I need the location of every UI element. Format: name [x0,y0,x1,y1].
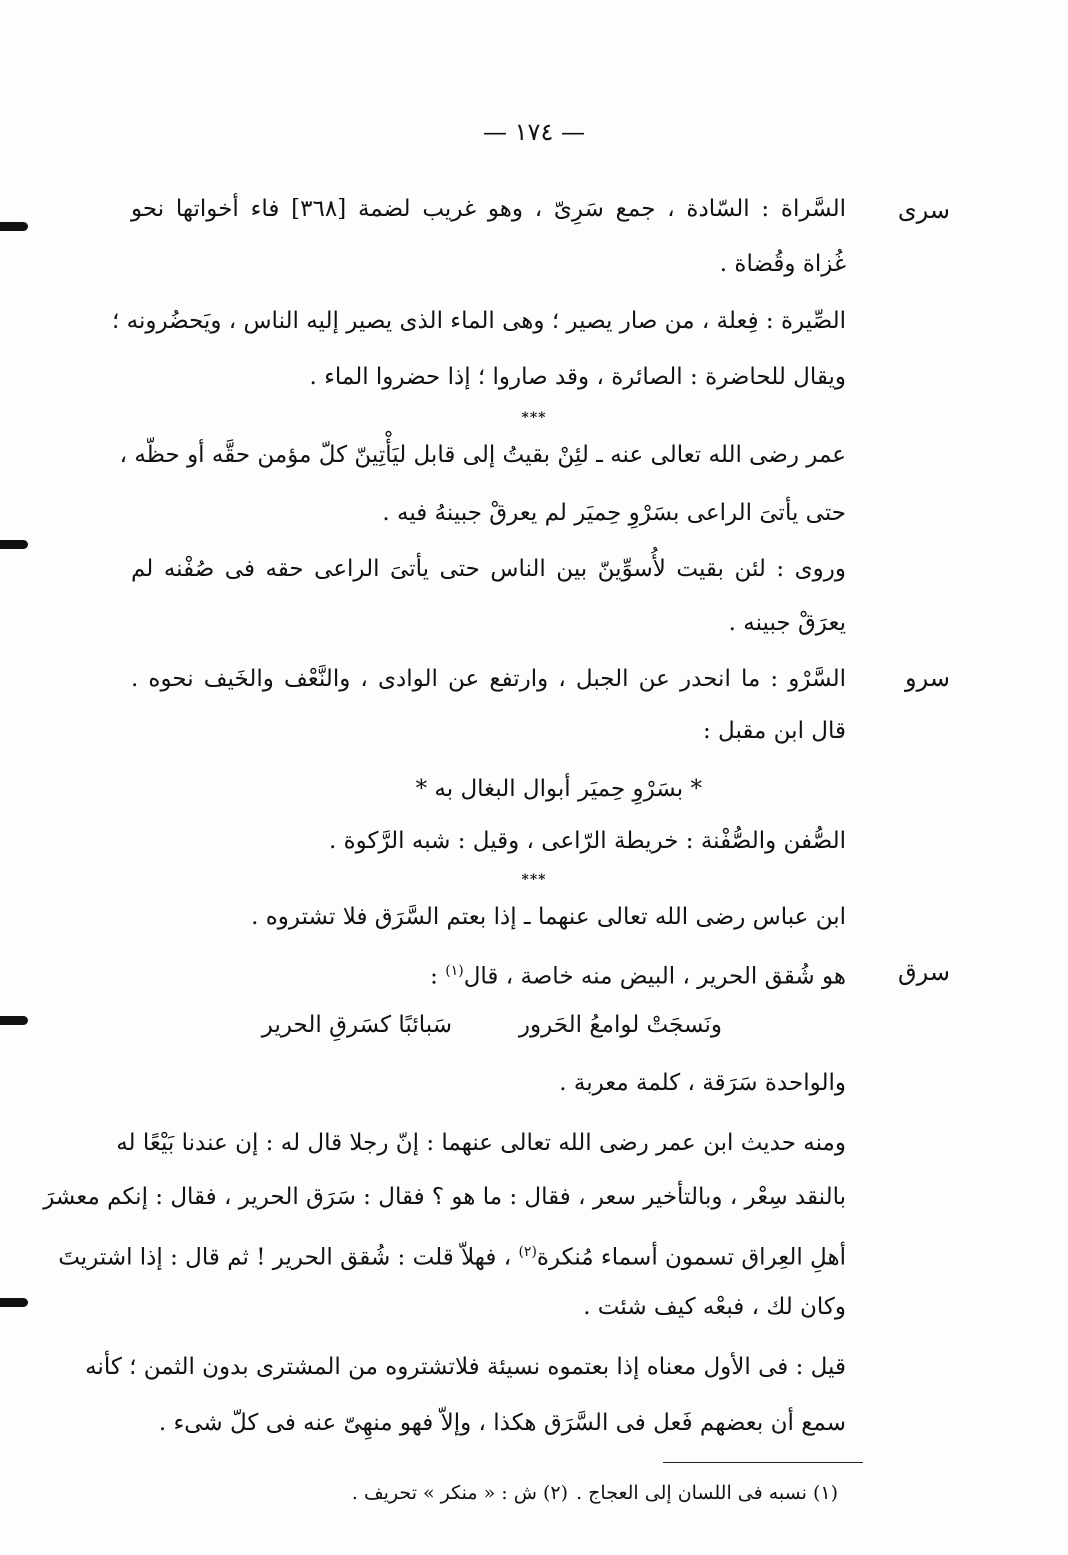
text-span: هو شُقق الحرير ، البيض منه خاصة ، قال [463,963,846,990]
text-line: وكان لك ، فبعْه كيف شئت . [583,1294,846,1320]
footnote: (١) نسبه فى اللسان إلى العجاج . [576,1482,838,1504]
text-line: الصِّيرة : فِعلة ، من صار يصير ؛ وهى الماء الذى يصير إليه الناس ، ويَحضُرونه ؛ [111,308,846,334]
page-number: — ١٧٤ — [483,118,585,146]
footnote-ref: (٢) [518,1244,537,1260]
text-line: عمر رضى الله تعالى عنه ـ لئِنْ بقيتُ إلى قابل ليَأْتِينّ كلّ مؤمن حقَّه أو حظّه ، [119,442,846,468]
text-line: ويقال للحاضرة : الصائرة ، وقد صاروا ؛ إذا حضروا الماء . [309,364,846,390]
text-line [58,1235,846,1275]
text-line: والواحدة سَرَقة ، كلمة معربة . [559,1070,846,1096]
verse-hemistich: سَبائبًا كسَرقِ الحرير [261,1012,452,1038]
entry-word-saraq: سرق [898,958,950,986]
entry-word-sara: سرى [897,196,950,224]
scan-margin-mark [0,1016,28,1025]
verse-hemistich: ونَسجَتْ لوامعُ الحَرور [518,1012,722,1038]
text-line: السَّراة : السّادة ، جمع سَرِىّ ، وهو غريب لضمة [٣٦٨] فاء أخواتها نحو [131,196,846,222]
text-line: سمع أن بعضهم فَعل فى السَّرَق هكذا ، وإلاّ فهو منهِىّ عنه فى كلّ شىء . [158,1410,846,1436]
footnote-ref: (١) [445,963,464,979]
text-line: قال ابن مقبل : [702,718,846,744]
text-line [131,954,846,994]
text-line: ابن عباس رضى الله تعالى عنهما ـ إذا بعتم السَّرَق فلا تشتروه . [251,904,846,930]
footnote: (٢) ش : « منكر » تحريف . [351,1482,568,1504]
entry-word-sarw: سرو [905,664,950,692]
text-span: : [430,963,446,990]
text-line: حتى يأتىَ الراعى بسَرْوِ حِميَر لم يعرقْ جبينهُ فيه . [382,500,846,526]
section-separator: *** [521,872,547,888]
section-separator: *** [521,410,547,426]
text-line: ومنه حديث ابن عمر رضى الله تعالى عنهما : إنّ رجلا قال له : إن عندنا بَيْعًا له [116,1130,846,1156]
text-line: وروى : لئن بقيت لأُسوِّينّ بين الناس حتى يأتىَ الراعى حقه فى صُفْنه لم [131,556,846,582]
text-line: غُزاة وقُضاة . [719,251,846,277]
text-span: أهلِ العِراق تسمون أسماء مُنكرة [536,1244,846,1271]
text-line: بالنقد سِعْر ، وبالتأخير سعر ، فقال : ما هو ؟ فقال : سَرَق الحرير ، فقال : إنكم معشرَ [43,1184,846,1210]
text-line: قيل : فى الأول معناه إذا بعتموه نسيئة فلاتشتروه من المشترى بدون الثمن ؛ كأنه [85,1354,846,1380]
scan-margin-mark [0,1298,28,1307]
footnote-divider [663,1462,863,1463]
scan-margin-mark [0,222,28,231]
scan-margin-mark [0,540,28,549]
text-span: ، فهلاّ قلت : شُقق الحرير ! ثم قال : إذا اشتريتَ [58,1244,519,1271]
verse-line: * بسَرْوِ حِميَر أبوال البغال به * [415,776,702,802]
text-line: السَّرْو : ما انحدر عن الجبل ، وارتفع عن الوادى ، والنَّعْف والخَيف نحوه . [131,666,846,692]
text-line: الصُّفن والصُّفْنة : خريطة الرّاعى ، وقيل : شبه الرَّكوة . [328,828,846,854]
text-line: يعرَقْ جبينه . [728,610,846,636]
